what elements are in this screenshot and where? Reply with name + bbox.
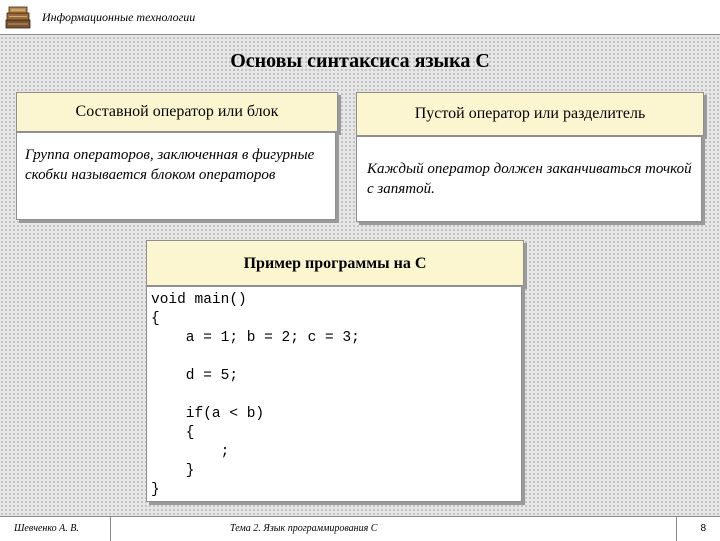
footer-author: Шевченко А. В.	[14, 523, 79, 534]
header-bar	[0, 0, 720, 35]
code-block	[146, 286, 522, 502]
code-line: {	[151, 425, 195, 441]
header-title: Информационные технологии	[42, 10, 196, 24]
code-line	[151, 386, 521, 405]
example-title: Пример программы на С	[146, 240, 524, 286]
footer-topic: Тема 2. Язык программирования С	[230, 523, 378, 534]
compound-block-text: Группа операторов, заключенная в фигурные скобки называется блоком операторов	[16, 132, 336, 220]
code-line: {	[151, 311, 160, 327]
slide-title: Основы синтаксиса языка С	[230, 50, 490, 72]
footer-bar	[0, 516, 720, 541]
footer-divider	[676, 517, 677, 541]
page-number: 8	[700, 523, 706, 534]
code-line: a = 1; b = 2; c = 3;	[151, 330, 360, 346]
code-line: d = 5;	[151, 368, 239, 384]
code-line	[151, 348, 521, 367]
code-line: }	[151, 482, 160, 498]
book-stack-icon	[4, 3, 32, 31]
footer-divider	[110, 517, 111, 541]
code-line: ;	[151, 444, 230, 460]
code-line: if(a < b)	[151, 406, 265, 422]
empty-operator-title: Пустой оператор или разделитель	[356, 92, 704, 136]
code-line: void main()	[151, 292, 247, 308]
empty-operator-text: Каждый оператор должен заканчиваться точкой с запятой.	[356, 136, 702, 222]
code-line: }	[151, 463, 195, 479]
compound-block-title: Составной оператор или блок	[16, 92, 338, 132]
